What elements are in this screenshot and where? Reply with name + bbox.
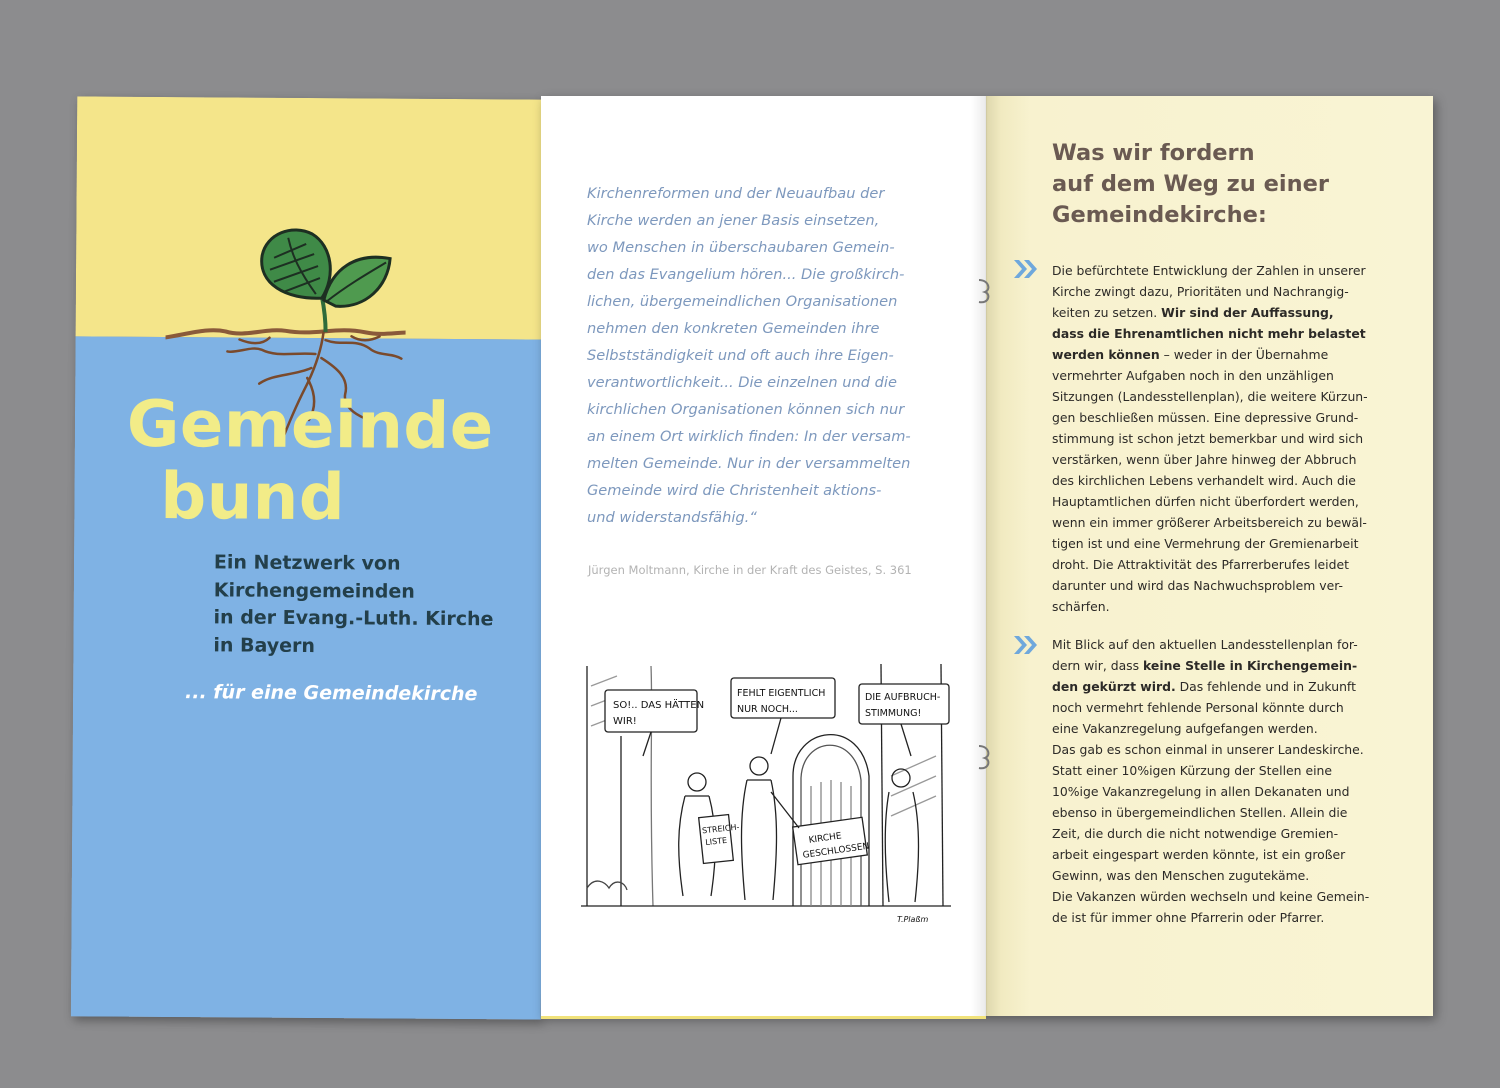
cartoon-bubble-1-line: WIR! (613, 716, 637, 727)
paragraph-line: 10%ige Vakanzregelung in allen Dekanaten und (1052, 784, 1350, 799)
quote-line: verantwortlichkeit... Die einzelnen und die (587, 374, 897, 391)
chevron-quote-icon (1013, 258, 1039, 280)
cartoon-bubble-2-line: FEHLT EIGENTLICH (737, 688, 826, 699)
quote-line: kirchlichen Organisationen können sich nur (587, 401, 905, 418)
cover-subtitle (213, 549, 534, 661)
paragraph-line (1052, 655, 1369, 676)
cartoon-bubble-3-line: DIE AUFBRUCH- (865, 692, 941, 703)
paragraph-line: darunter und wird das Nachwuchsproblem ver- (1052, 578, 1343, 593)
paragraph-text: keiten zu setzen. (1052, 305, 1162, 320)
cover-subtitle-line: in der Evang.-Luth. Kirche (213, 606, 494, 631)
paragraph-emphasis: dass die Ehrenamtlichen nicht mehr belastet (1052, 326, 1366, 341)
paragraph-line: des kirchlichen Lebens verhandelt wird. Auch die (1052, 473, 1356, 488)
cover-title-line: bund (160, 459, 346, 536)
moltmann-quote (587, 180, 957, 531)
cover-subtitle-line: Ein Netzwerk von (213, 551, 401, 575)
paragraph-emphasis: werden können (1052, 347, 1160, 362)
paragraph-line: wenn ein immer größerer Arbeitsbereich zu bewäl- (1052, 515, 1367, 530)
right-page (986, 96, 1433, 1016)
paragraph-text: Das fehlende und in Zukunft (1175, 679, 1356, 694)
paragraph-emphasis: den gekürzt wird. (1052, 679, 1176, 694)
quote-line: melten Gemeinde. Nur in der versammelten (587, 455, 911, 472)
paragraph-line: schärfen. (1052, 599, 1110, 614)
cartoon-list-line: LISTE (704, 835, 728, 848)
paragraph-text: – weder in der Übernahme (1159, 347, 1329, 362)
paragraph-line: vermehrter Aufgaben noch in den unzähligen (1052, 368, 1334, 383)
cartoon-list-line: STREICH- (701, 822, 740, 836)
paragraph-line: verstärken, wenn über Jahre hinweg der Abbruch (1052, 452, 1357, 467)
brochure-cover (71, 96, 547, 1019)
quote-line: wo Menschen in überschaubaren Gemein- (587, 239, 895, 256)
booklet-gutter (971, 96, 1001, 1016)
cover-title-line: Gemeinde (126, 387, 494, 465)
paragraph-line: noch vermehrt fehlende Personal könnte durch (1052, 700, 1344, 715)
paragraph-line: Die Vakanzen würden wechseln und keine Gemein- (1052, 889, 1370, 904)
paragraph-line (1052, 676, 1369, 697)
heading-line: auf dem Weg zu einer (1052, 171, 1329, 197)
paragraph-line: eine Vakanzregelung aufgefangen werden. (1052, 721, 1318, 736)
demand-paragraph-1 (1052, 260, 1368, 617)
cover-title (126, 389, 494, 536)
paragraph-line: gen beschließen müssen. Eine depressive Grund- (1052, 410, 1359, 425)
quote-line: nehmen den konkreten Gemeinden ihre (587, 320, 880, 337)
paragraph-line: Zeit, die durch die nicht notwendige Gremien- (1052, 826, 1339, 841)
paragraph-text: dern wir, dass (1052, 658, 1144, 673)
paragraph-line: Kirche zwingt dazu, Prioritäten und Nachrangig- (1052, 284, 1349, 299)
open-booklet (541, 96, 1433, 1016)
paragraph-line (1052, 344, 1368, 365)
cartoon-bubble-1-line: SO!.. DAS HÄTTEN (613, 700, 705, 711)
paragraph-line: de ist für immer ohne Pfarrerin oder Pfarrer. (1052, 910, 1325, 925)
paragraph-line: Gewinn, was den Menschen zugutekäme. (1052, 868, 1310, 883)
quote-line: und widerstandsfähig.“ (587, 509, 757, 526)
staple-icon (975, 276, 997, 306)
left-page (541, 96, 986, 1019)
staple-icon (975, 742, 997, 772)
cartoon-sign-line: GESCHLOSSEN (802, 841, 870, 861)
cartoon-bubble-3-line: STIMMUNG! (865, 708, 922, 719)
cartoon-sign-line: KIRCHE (808, 831, 843, 846)
cover-subtitle-line: Kirchengemeinden (213, 578, 415, 603)
paragraph-line: Die befürchtete Entwicklung der Zahlen in unserer (1052, 263, 1366, 278)
heading-line: Was wir fordern (1052, 140, 1255, 166)
paragraph-line: Mit Blick auf den aktuellen Landesstellenplan for- (1052, 637, 1358, 652)
paragraph-line: tigen ist und eine Vermehrung der Gremienarbeit (1052, 536, 1359, 551)
chevron-quote-icon (1013, 634, 1039, 656)
quote-line: lichen, übergemeindlichen Organisationen (587, 293, 898, 310)
paragraph-line: Statt einer 10%igen Kürzung der Stellen eine (1052, 763, 1332, 778)
church-closed-cartoon (581, 656, 951, 928)
paragraph-emphasis: Wir sind der Auffassung, (1161, 305, 1334, 320)
paragraph-line: arbeit eingespart werden könnte, ist ein großer (1052, 847, 1346, 862)
quote-line: Kirche werden an jener Basis einsetzen, (587, 212, 880, 229)
paragraph-line (1052, 323, 1368, 344)
quote-line: Kirchenreformen und der Neuaufbau der (587, 185, 885, 202)
paragraph-line: Hauptamtlichen dürfen nicht überfordert werden, (1052, 494, 1359, 509)
cover-tagline: ... für eine Gemeindekirche (184, 681, 478, 706)
quote-line: den das Evangelium hören... Die großkirch- (587, 266, 905, 283)
quote-line: Gemeinde wird die Christenheit aktions- (587, 482, 882, 499)
paragraph-emphasis: keine Stelle in Kirchengemein- (1143, 658, 1358, 673)
demand-paragraph-2 (1052, 634, 1369, 928)
cover-subtitle-line: in Bayern (213, 633, 316, 657)
paragraph-line: Das gab es schon einmal in unserer Landeskirche. (1052, 742, 1364, 757)
quote-line: Selbstständigkeit und oft auch ihre Eigen- (587, 347, 894, 364)
page-heading (1052, 138, 1329, 231)
cartoon-bubble-2-line: NUR NOCH... (737, 704, 798, 715)
cartoon-signature: T.Plaßm (897, 915, 929, 924)
paragraph-line: stimmung ist schon jetzt bemerkbar und wird sich (1052, 431, 1364, 446)
quote-line: an einem Ort wirklich finden: In der versam- (587, 428, 911, 445)
paragraph-line: droht. Die Attraktivität des Pfarrerberufes leidet (1052, 557, 1349, 572)
paragraph-line (1052, 302, 1368, 323)
heading-line: Gemeindekirche: (1052, 202, 1267, 228)
quote-source: Jürgen Moltmann, Kirche in der Kraft des Geistes, S. 361 (588, 563, 912, 577)
paragraph-line: Sitzungen (Landesstellenplan), die weitere Kürzun- (1052, 389, 1368, 404)
paragraph-line: ebenso in übergemeindlichen Stellen. Allein die (1052, 805, 1348, 820)
